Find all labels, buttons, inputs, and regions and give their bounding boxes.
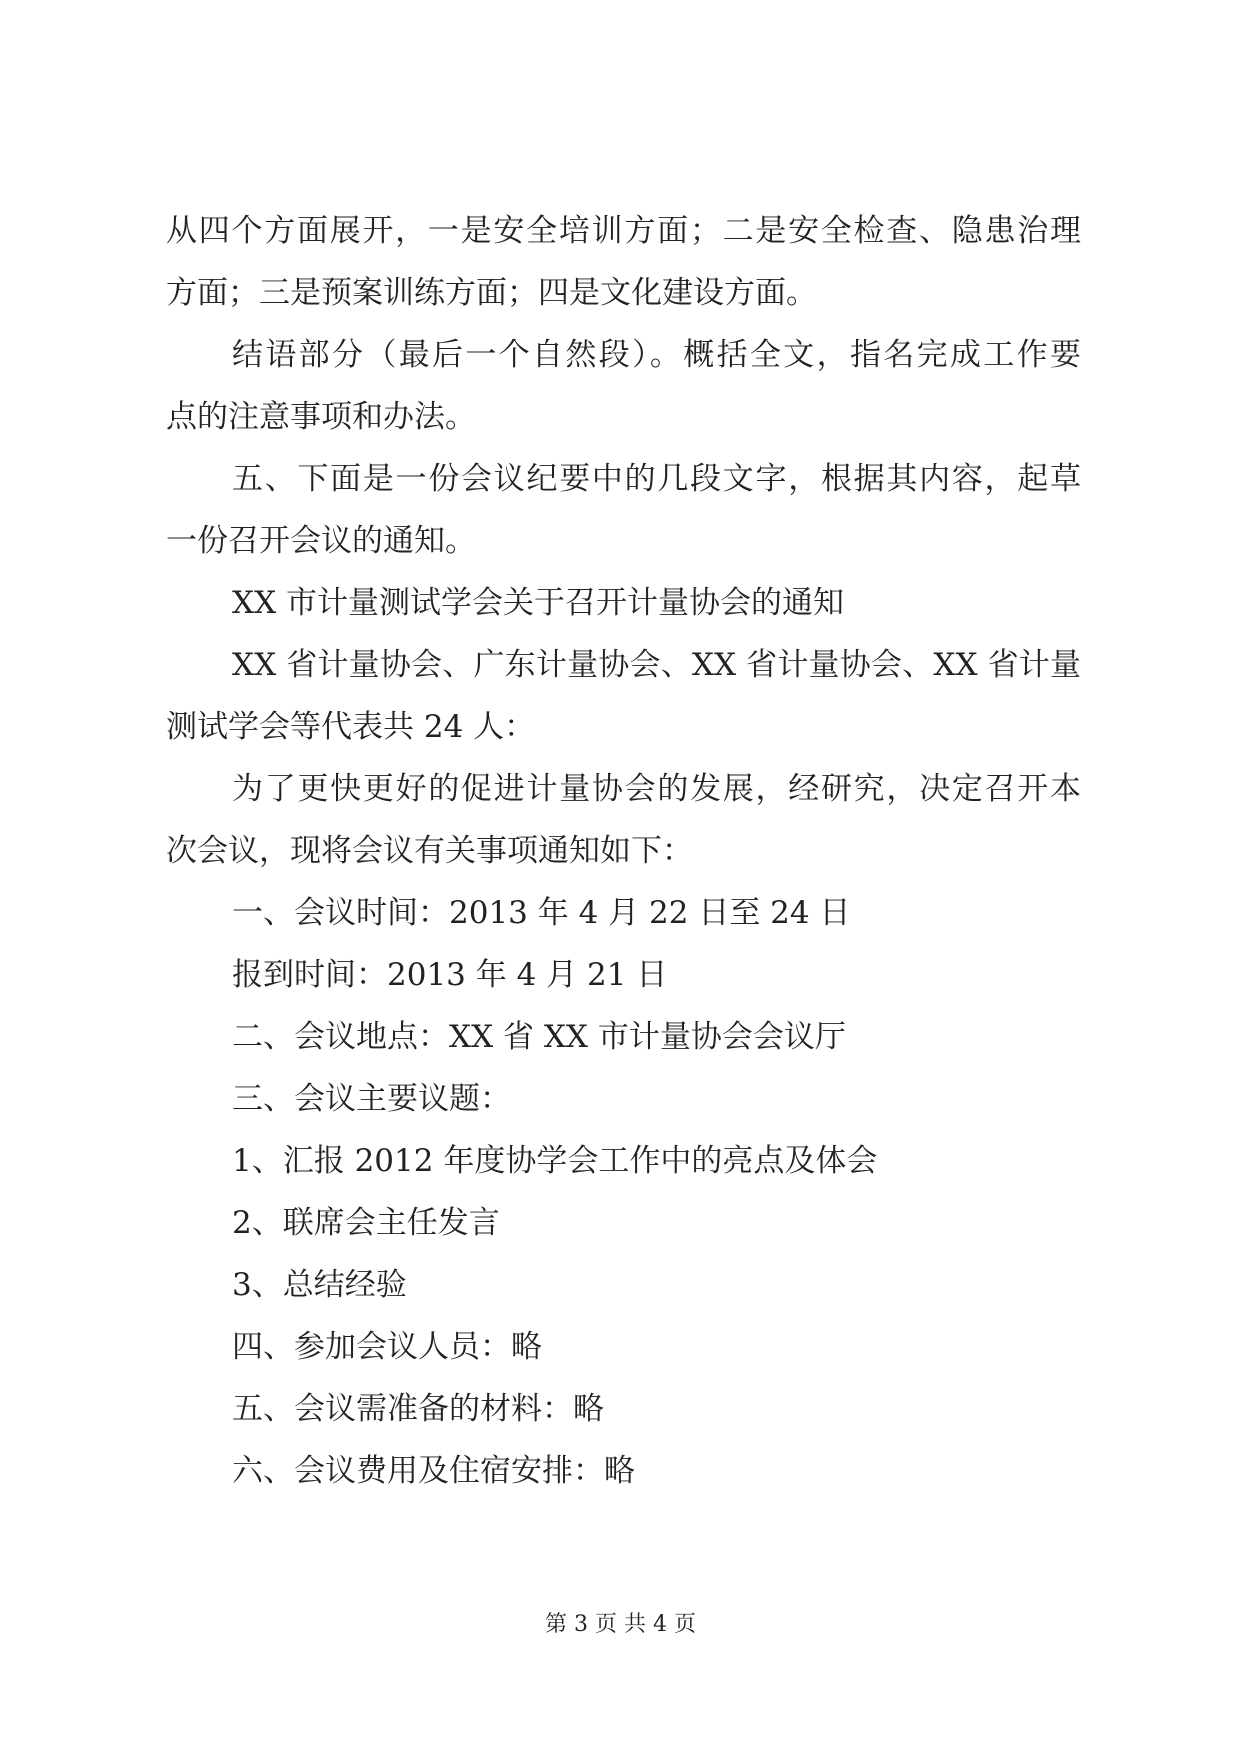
- text-line: 次会议，现将会议有关事项通知如下：: [166, 833, 693, 869]
- text-line: 点的注意事项和办法。: [166, 399, 476, 435]
- text-line: XX 省计量协会、广东计量协会、XX 省计量协会、XX 省计量: [232, 647, 1081, 683]
- text-line: 五、会议需准备的材料：略: [232, 1391, 604, 1427]
- list-item: 1、汇报 2012 年度协学会工作中的亮点及体会: [232, 1143, 878, 1179]
- text-line: 报到时间：2013 年 4 月 21 日: [232, 957, 668, 993]
- text-line: 结语部分（最后一个自然段）。概括全文，指名完成工作要: [232, 337, 1081, 373]
- notice-title: XX 市计量测试学会关于召开计量协会的通知: [232, 585, 844, 621]
- text-line: 五、下面是一份会议纪要中的几段文字，根据其内容，起草: [232, 461, 1081, 497]
- text-line: 六、会议费用及住宿安排：略: [232, 1453, 635, 1489]
- page-number-footer: 第 3 页 共 4 页: [545, 1612, 696, 1637]
- list-item: 2、联席会主任发言: [232, 1205, 500, 1241]
- text-line: 测试学会等代表共 24 人：: [166, 709, 536, 745]
- text-line: 一、会议时间：2013 年 4 月 22 日至 24 日: [232, 895, 851, 931]
- text-line: 二、会议地点：XX 省 XX 市计量协会会议厅: [232, 1019, 846, 1055]
- text-line: 三、会议主要议题：: [232, 1081, 511, 1117]
- text-line: 一份召开会议的通知。: [166, 523, 476, 559]
- text-line: 方面；三是预案训练方面；四是文化建设方面。: [166, 275, 817, 311]
- text-line: 从四个方面展开，一是安全培训方面；二是安全检查、隐患治理: [166, 213, 1081, 249]
- text-line: 四、参加会议人员：略: [232, 1329, 542, 1365]
- text-line: 为了更快更好的促进计量协会的发展，经研究，决定召开本: [232, 771, 1081, 807]
- list-item: 3、总结经验: [232, 1267, 407, 1303]
